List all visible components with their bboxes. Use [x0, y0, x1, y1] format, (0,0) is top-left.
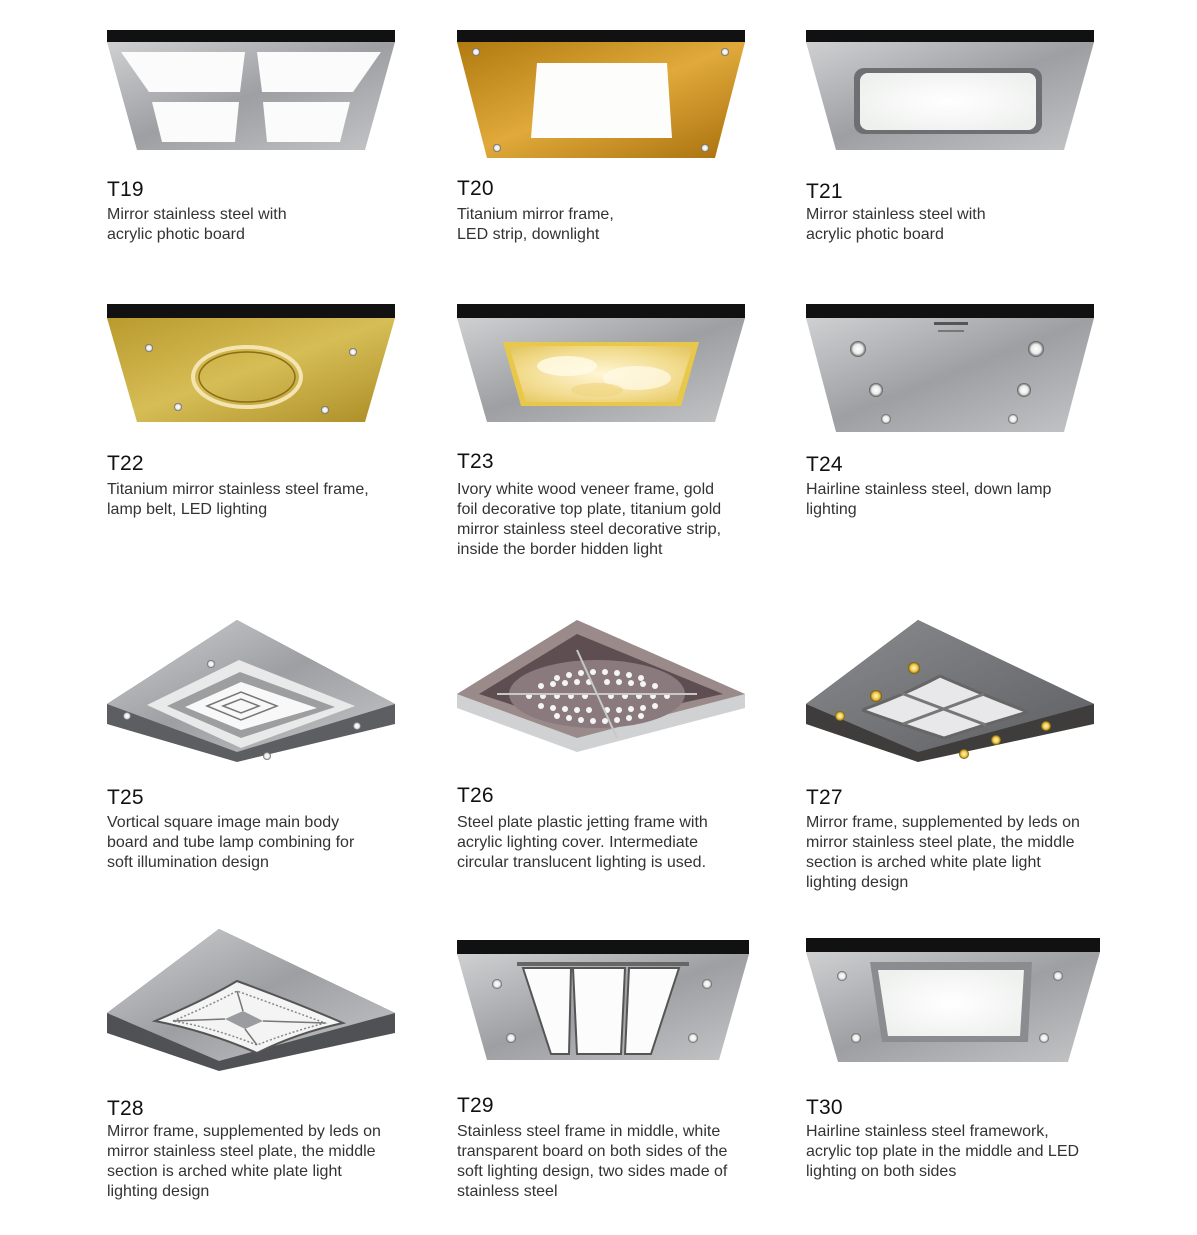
ceiling-dotted-circle-icon: [457, 620, 745, 752]
desc-line: Steel plate plastic jetting frame with: [457, 814, 708, 831]
ceiling-striped-panels-icon: [457, 940, 749, 1062]
item-code: T29: [457, 1094, 494, 1117]
desc-line: transparent board on both sides of the: [457, 1143, 728, 1160]
desc-line: LED strip, downlight: [457, 226, 600, 243]
ceiling-arched-diamond-icon: [107, 929, 395, 1071]
item-description: [806, 480, 1106, 520]
ceiling-vortical-square-icon: [107, 620, 395, 762]
item-description: [107, 813, 407, 873]
desc-line: Mirror stainless steel with: [107, 206, 287, 223]
desc-line: lamp belt, LED lighting: [107, 501, 268, 518]
desc-line: inside the border hidden light: [457, 541, 663, 558]
item-code: T28: [107, 1097, 144, 1120]
ceiling-gold-frame-light-panel-icon: [457, 30, 745, 160]
desc-line: lighting design: [107, 1183, 210, 1200]
desc-line: soft lighting design, two sides made of: [457, 1163, 728, 1180]
item-code: T25: [107, 786, 144, 809]
desc-line: Stainless steel frame in middle, white: [457, 1123, 721, 1140]
item-description: [806, 1122, 1106, 1182]
desc-line: section is arched white plate light: [806, 854, 1041, 871]
desc-line: Mirror frame, supplemented by leds on: [107, 1123, 381, 1140]
item-code: T19: [107, 178, 144, 201]
item-code: T30: [806, 1096, 843, 1119]
item-code: T27: [806, 786, 843, 809]
item-description: [806, 813, 1106, 893]
desc-line: mirror stainless steel decorative strip,: [457, 521, 722, 538]
item-description: [107, 205, 407, 245]
ceiling-marble-light-panel-icon: [457, 304, 745, 426]
desc-line: section is arched white plate light: [107, 1163, 342, 1180]
item-description: [806, 205, 1106, 245]
desc-line: lighting design: [806, 874, 909, 891]
item-description: [107, 480, 407, 520]
desc-line: Titanium mirror stainless steel frame,: [107, 481, 369, 498]
item-description: [457, 205, 757, 245]
desc-line: foil decorative top plate, titanium gold: [457, 501, 722, 518]
item-code: T21: [806, 180, 843, 203]
desc-line: mirror stainless steel plate, the middle: [806, 834, 1075, 851]
item-code: T24: [806, 453, 843, 476]
desc-line: lighting: [806, 501, 857, 518]
desc-line: acrylic lighting cover. Intermediate: [457, 834, 698, 851]
desc-line: circular translucent lighting is used.: [457, 854, 707, 871]
item-description: [457, 480, 757, 560]
ceiling-downlights-icon: [806, 304, 1094, 434]
desc-line: Hairline stainless steel, down lamp: [806, 481, 1052, 498]
item-description: [107, 1122, 407, 1202]
ceiling-steel-frame-rounded-panel-icon: [806, 30, 1094, 152]
desc-line: soft illumination design: [107, 854, 269, 871]
desc-line: Ivory white wood veneer frame, gold: [457, 481, 715, 498]
ceiling-gold-ring-lamp-icon: [107, 304, 395, 426]
desc-line: acrylic top plate in the middle and LED: [806, 1143, 1080, 1160]
item-code: T26: [457, 784, 494, 807]
desc-line: Mirror stainless steel with: [806, 206, 986, 223]
item-code: T22: [107, 452, 144, 475]
desc-line: mirror stainless steel plate, the middle: [107, 1143, 376, 1160]
item-code: T23: [457, 450, 494, 473]
desc-line: Titanium mirror frame,: [457, 206, 614, 223]
desc-line: acrylic photic board: [806, 226, 944, 243]
desc-line: acrylic photic board: [107, 226, 245, 243]
desc-line: Mirror frame, supplemented by leds on: [806, 814, 1080, 831]
ceiling-arched-cross-icon: [806, 620, 1094, 762]
desc-line: Hairline stainless steel framework,: [806, 1123, 1049, 1140]
item-description: [457, 813, 757, 873]
ceiling-four-panel-grid-icon: [107, 30, 395, 152]
ceiling-square-light-panel-icon: [806, 938, 1100, 1064]
desc-line: stainless steel: [457, 1183, 558, 1200]
desc-line: Vortical square image main body: [107, 814, 340, 831]
desc-line: board and tube lamp combining for: [107, 834, 355, 851]
desc-line: lighting on both sides: [806, 1163, 957, 1180]
item-code: T20: [457, 177, 494, 200]
item-description: [457, 1122, 757, 1202]
